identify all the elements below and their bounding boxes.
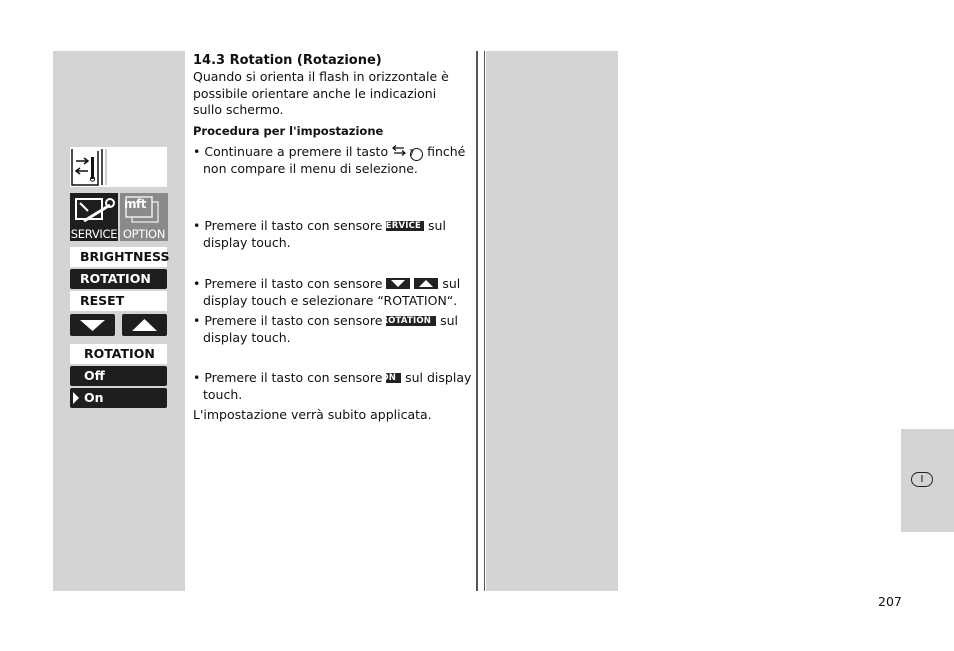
rotation-option-off[interactable]: Off [70, 366, 167, 386]
column-divider-left [476, 51, 478, 591]
column-divider-right [484, 51, 485, 591]
menu-item-reset[interactable]: RESET [70, 291, 167, 311]
step-1-text-b: finché non compare il menu di selezione. [203, 144, 466, 176]
triangle-up-icon [122, 314, 167, 336]
step-5-text-a: • Premere il tasto con sensore [193, 370, 383, 385]
rotation-option-on-label: On [84, 390, 104, 405]
step-4-text-a: • Premere il tasto con sensore [193, 313, 383, 328]
section-intro: Quando si orienta il flash in orizzontale è possibile orientare anche le indicazioni sullo schermo. [193, 69, 449, 117]
on-chip: ON [386, 373, 401, 383]
menu-item-brightness[interactable]: BRIGHTNESS [70, 247, 167, 267]
option-button[interactable] [120, 193, 168, 241]
step-3-text-b: sul display touch e selezionare “ROTATION“. [203, 276, 461, 308]
step-2-text-b: sul display touch. [203, 218, 446, 250]
procedure-title: Procedura per l'impostazione [193, 123, 384, 138]
flash-device-illustration [70, 147, 167, 187]
section-heading: 14.3 Rotation (Rotazione) [193, 53, 382, 68]
service-button[interactable] [70, 193, 118, 241]
service-chip: SERVICE [386, 221, 424, 231]
step-3-text-a: • Premere il tasto con sensore [193, 276, 383, 291]
selection-pointer-icon [72, 391, 80, 405]
menu-item-rotation[interactable]: ROTATION [70, 269, 167, 289]
right-notes-panel [486, 51, 618, 591]
rotation-option-on[interactable] [70, 388, 167, 408]
rotation-chip: ROTATION [386, 316, 436, 326]
step-2-text-a: • Premere il tasto con sensore [193, 218, 383, 233]
option-button-label: OPTION [122, 227, 166, 241]
step-5 [193, 370, 478, 403]
chip-triangle-down-icon [391, 280, 405, 288]
step-4 [193, 313, 478, 346]
page-number: 207 [878, 594, 902, 609]
flash-rotate-icon [70, 147, 167, 187]
step-5-text-b: sul display touch. [203, 370, 472, 402]
option-logo: mft [124, 197, 146, 211]
wrench-screen-icon [70, 193, 118, 227]
swap-arrows-icon [392, 145, 406, 156]
language-tab-badge [911, 472, 933, 487]
step-2 [193, 218, 478, 251]
step-1 [193, 144, 478, 178]
closing-text: L'impostazione verrà subito applicata. [193, 407, 432, 422]
language-tab-label: I [920, 474, 924, 485]
down-arrow-chip [386, 278, 410, 289]
step-3 [193, 276, 478, 309]
up-arrow-chip [414, 278, 438, 289]
arrow-up-button[interactable] [122, 314, 167, 336]
triangle-down-icon [70, 314, 115, 336]
rotation-menu-title: ROTATION [70, 344, 167, 364]
step-1-text-a: • Continuare a premere il tasto [193, 144, 389, 159]
step-4-text-b: sul display touch. [203, 313, 459, 345]
chip-triangle-up-icon [419, 280, 433, 288]
key-number-badge: 7 [410, 148, 423, 161]
main-text-column [193, 52, 468, 139]
service-button-label: SERVICE [70, 227, 118, 241]
arrow-down-button[interactable] [70, 314, 115, 336]
